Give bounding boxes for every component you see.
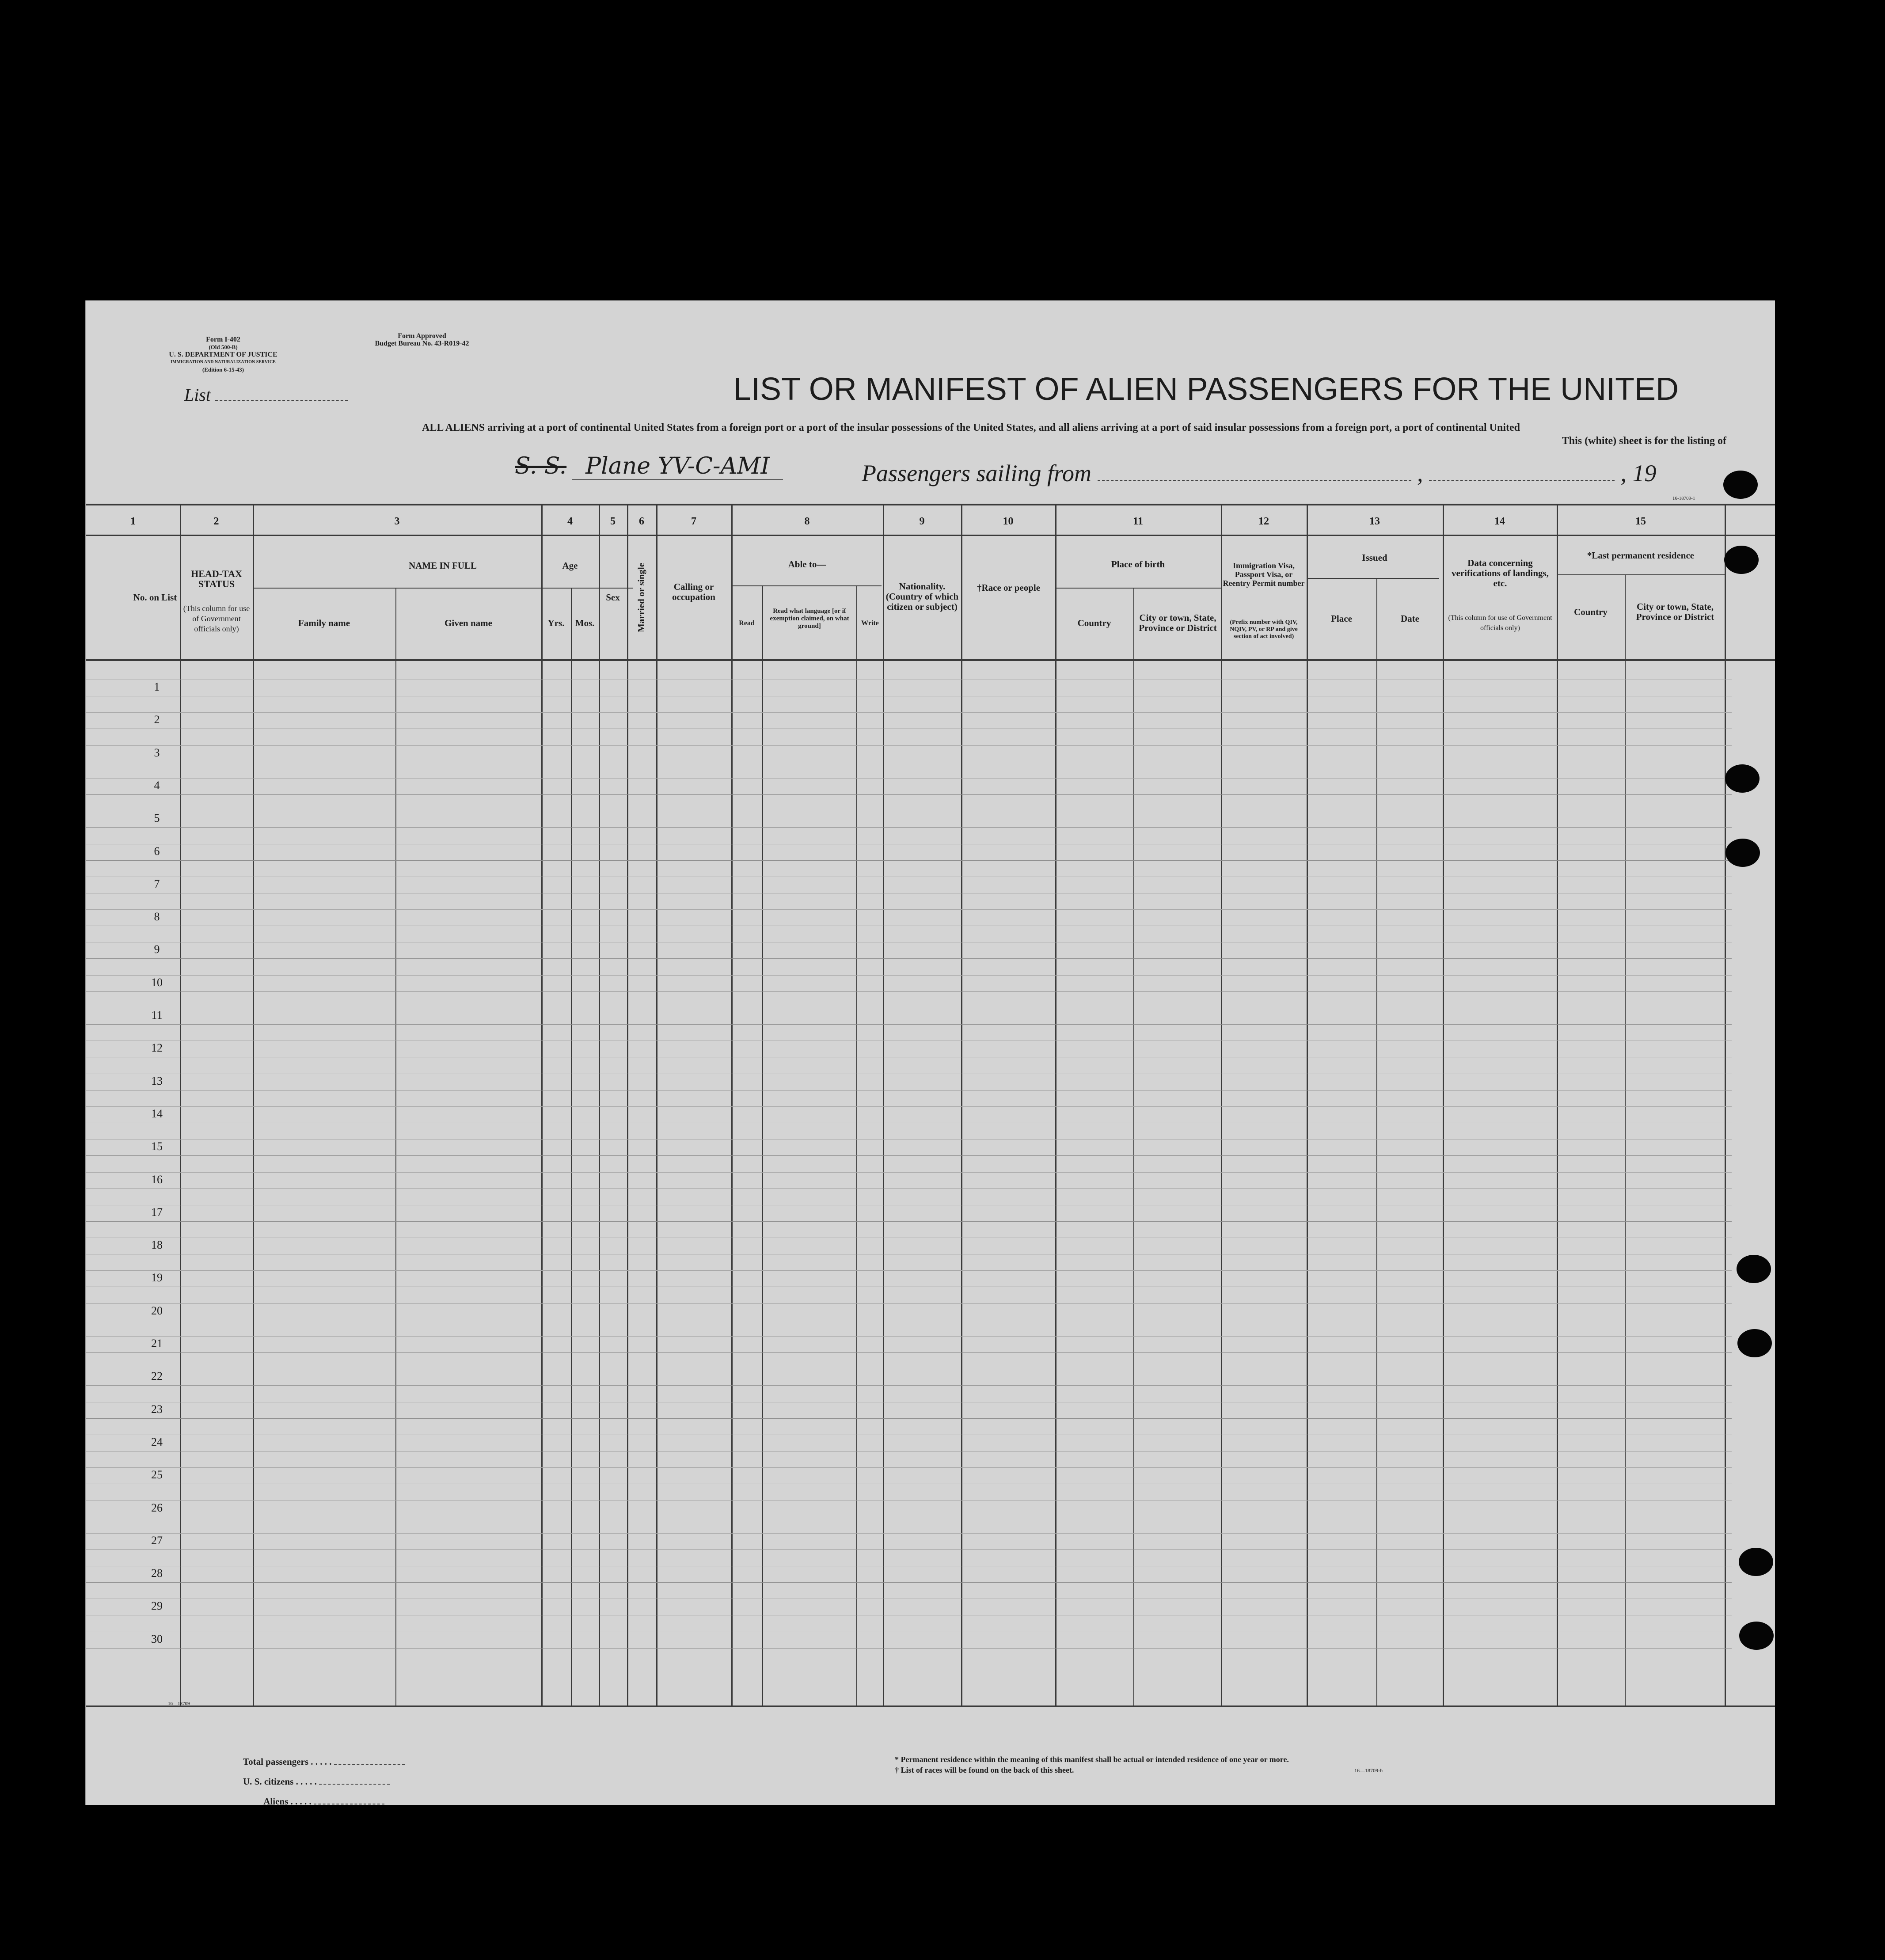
col-num-15: 15 — [1635, 516, 1646, 527]
header-bottom-border — [86, 659, 1775, 661]
hdr-name-in-full: NAME IN FULL — [408, 560, 477, 571]
row-guide — [86, 1106, 1732, 1107]
note-residence: * Permanent residence within the meaning of this manifest shall be actual or intended residence of one year or more. — [895, 1755, 1289, 1764]
col-num-7: 7 — [691, 516, 696, 527]
col-num-9: 9 — [919, 516, 925, 527]
name-subheader-line — [253, 588, 633, 589]
row-guide — [86, 1500, 1732, 1501]
col-num-8: 8 — [804, 516, 810, 527]
sailing-from-label: Passengers sailing from — [862, 460, 1092, 486]
note-races: † List of races will be found on the back of this sheet. — [895, 1766, 1074, 1774]
row-rule — [86, 991, 1732, 992]
hdr-write: Write — [861, 619, 879, 627]
form-info — [157, 336, 289, 373]
col-num-10: 10 — [1003, 516, 1014, 527]
hdr-residence-country: Country — [1574, 606, 1608, 617]
row-number: 5 — [154, 812, 160, 825]
hdr-calling: Calling or occupation — [672, 581, 715, 602]
row-number: 15 — [151, 1140, 163, 1153]
hdr-nationality: Nationality. (Country of which citizen or subject) — [885, 581, 959, 612]
row-guide — [86, 1139, 1732, 1140]
row-number: 11 — [151, 1009, 163, 1022]
hdr-head-tax: HEAD-TAX STATUS — [191, 568, 242, 589]
row-number: 13 — [151, 1074, 163, 1087]
hdr-last-residence: *Last permanent residence — [1587, 550, 1695, 561]
row-guide — [86, 1336, 1732, 1337]
aliens-label: Aliens — [263, 1796, 289, 1807]
col-num-14: 14 — [1494, 516, 1505, 527]
row-rule — [86, 1385, 1732, 1386]
print-code: 16—18709 — [168, 1701, 190, 1706]
ss-label: S. S. — [515, 453, 567, 479]
row-number: 1 — [154, 680, 160, 693]
row-rule — [86, 1648, 1732, 1649]
hdr-given-name: Given name — [445, 617, 492, 628]
row-number: 24 — [151, 1435, 163, 1448]
row-guide — [86, 1303, 1732, 1304]
approval-info — [360, 332, 484, 347]
row-guide — [86, 1270, 1732, 1271]
year-prefix: 19 — [1632, 460, 1657, 486]
row-rule — [86, 1155, 1732, 1156]
sailing-from-row: Passengers sailing from , , 19 — [862, 460, 1657, 486]
hdr-mos: Mos. — [575, 617, 595, 628]
total-passengers-field[interactable] — [334, 1764, 405, 1765]
budget-number: Budget Bureau No. 43-R019-42 — [375, 340, 469, 347]
row-number: 8 — [154, 910, 160, 923]
row-number: 20 — [151, 1304, 163, 1317]
print-code-top: 16-18709-1 — [1672, 496, 1695, 501]
row-rule — [86, 1024, 1732, 1025]
department: U. S. DEPARTMENT OF JUSTICE — [169, 351, 277, 358]
footer-notes — [895, 1754, 1289, 1775]
hdr-family-name: Family name — [298, 617, 350, 628]
number-row-border — [86, 535, 1775, 536]
row-guide — [86, 1172, 1732, 1173]
row-number: 21 — [151, 1337, 163, 1350]
old-form: (Old 500-B) — [209, 344, 238, 350]
hdr-birth-city: City or town, State, Province or District — [1139, 612, 1217, 633]
table-top-border — [86, 504, 1775, 505]
hdr-no-on-list: No. on List — [133, 592, 177, 603]
hdr-read-language: Read what language [or if exemption claimed, on what ground] — [770, 607, 849, 630]
list-number-field[interactable] — [215, 400, 348, 401]
service: IMMIGRATION AND NATURALIZATION SERVICE — [171, 360, 276, 365]
row-number: 23 — [151, 1402, 163, 1416]
punch-hole — [1737, 1255, 1771, 1283]
form-number: Form I-402 — [206, 336, 240, 343]
punch-hole — [1724, 546, 1759, 574]
hdr-residence-city: City or town, State, Province or District — [1636, 601, 1714, 622]
row-rule — [86, 860, 1732, 861]
punch-hole — [1739, 1548, 1773, 1576]
us-citizens-field[interactable] — [319, 1784, 390, 1785]
row-number: 10 — [151, 976, 163, 989]
row-rule — [86, 1582, 1732, 1583]
hdr-visa: Immigration Visa, Passport Visa, or Reentry Permit number — [1223, 561, 1305, 588]
col-num-1: 1 — [130, 516, 136, 527]
print-code-bottom: 16—18709-b — [1354, 1767, 1383, 1774]
hdr-issued-date: Date — [1401, 613, 1419, 624]
row-number: 6 — [154, 844, 160, 858]
hdr-sex: Sex — [606, 592, 620, 603]
totals-block: Total passengers . . . . . U. S. citizens . . . . . Aliens . . . . . — [243, 1752, 384, 1812]
row-number: 27 — [151, 1534, 163, 1547]
residence-subheader-line — [1557, 574, 1725, 575]
issued-subheader-line — [1307, 578, 1439, 579]
row-number: 12 — [151, 1041, 163, 1055]
row-number: 25 — [151, 1468, 163, 1481]
row-number: 17 — [151, 1205, 163, 1219]
hdr-birth-country: Country — [1077, 617, 1111, 628]
col-num-2: 2 — [213, 516, 219, 527]
row-rule — [86, 827, 1732, 828]
row-number: 22 — [151, 1370, 163, 1383]
hdr-head-tax-note: (This column for use of Government officials only) — [183, 604, 250, 633]
row-guide — [86, 909, 1732, 910]
able-subheader-line — [731, 585, 882, 586]
sailing-from-field[interactable] — [1098, 480, 1411, 481]
punch-hole — [1737, 1329, 1772, 1357]
hdr-married-text: Married or single — [636, 562, 647, 633]
row-number: 4 — [154, 779, 160, 792]
page-title: LIST OR MANIFEST OF ALIEN PASSENGERS FOR THE UNITED — [733, 372, 1679, 407]
col-num-6: 6 — [639, 516, 644, 527]
hdr-data-note: (This column for use of Government officials only) — [1448, 614, 1552, 632]
row-rule — [86, 958, 1732, 959]
table-bottom-border — [86, 1706, 1775, 1707]
hdr-race: †Race or people — [977, 582, 1041, 593]
sailing-date-field[interactable] — [1429, 480, 1615, 481]
list-label: List — [184, 385, 211, 405]
vessel-line — [515, 453, 783, 479]
form-approved: Form Approved — [398, 332, 446, 340]
row-rule — [86, 794, 1732, 795]
row-number: 9 — [154, 943, 160, 956]
row-number: 2 — [154, 713, 160, 726]
punch-hole — [1725, 764, 1760, 793]
hdr-issued: Issued — [1362, 552, 1387, 563]
total-passengers-label: Total passengers — [243, 1756, 308, 1767]
list-label-row — [184, 384, 348, 405]
hdr-place-of-birth: Place of birth — [1111, 559, 1165, 570]
manifest-sheet — [85, 300, 1775, 1805]
edition: (Edition 6-15-43) — [202, 366, 244, 373]
subtitle-line2: This (white) sheet is for the listing of — [1562, 435, 1726, 447]
hdr-married — [627, 539, 656, 656]
row-rule — [86, 1418, 1732, 1419]
col-num-13: 13 — [1369, 516, 1380, 527]
punch-hole — [1723, 471, 1758, 499]
hdr-age: Age — [562, 560, 578, 571]
col-num-12: 12 — [1258, 516, 1269, 527]
hdr-read: Read — [739, 619, 755, 627]
row-number: 7 — [154, 877, 160, 890]
row-guide — [86, 975, 1732, 976]
row-number: 30 — [151, 1632, 163, 1645]
row-rule — [86, 1352, 1732, 1353]
hdr-able-to: Able to— — [788, 559, 826, 570]
row-number: 16 — [151, 1173, 163, 1186]
col-num-5: 5 — [610, 516, 616, 527]
row-guide — [86, 1467, 1732, 1468]
row-guide — [86, 778, 1732, 779]
punch-hole — [1739, 1622, 1774, 1650]
row-number: 3 — [154, 746, 160, 759]
us-citizens-label: U. S. citizens — [243, 1776, 294, 1787]
row-guide — [86, 745, 1732, 746]
vessel-name[interactable]: Plane YV-C-AMI — [572, 453, 783, 480]
row-number: 14 — [151, 1107, 163, 1120]
row-number: 18 — [151, 1238, 163, 1252]
col-num-3: 3 — [394, 516, 400, 527]
row-number: 26 — [151, 1501, 163, 1514]
col-num-4: 4 — [567, 516, 573, 527]
row-number: 19 — [151, 1271, 163, 1284]
subtitle-line1: ALL ALIENS arriving at a port of continental United States from a foreign port or a port of the insular possessions of the United States, and all aliens arriving at a port of said insular possessions from a foreign port, a port of continental United — [422, 422, 1520, 433]
row-number: 29 — [151, 1599, 163, 1613]
hdr-yrs: Yrs. — [547, 617, 565, 628]
hdr-visa-note: (Prefix number with QIV, NQIV, PV, or RP and give section of act involved) — [1230, 619, 1298, 640]
hdr-data-concerning: Data concerning verifications of landings, etc. — [1452, 558, 1549, 589]
col-num-11: 11 — [1133, 516, 1143, 527]
hdr-issued-place: Place — [1331, 613, 1352, 624]
row-guide — [86, 712, 1732, 713]
row-number: 28 — [151, 1567, 163, 1580]
row-rule — [86, 1221, 1732, 1222]
birth-subheader-line — [1055, 588, 1221, 589]
punch-hole — [1725, 839, 1760, 867]
row-guide — [86, 1533, 1732, 1534]
